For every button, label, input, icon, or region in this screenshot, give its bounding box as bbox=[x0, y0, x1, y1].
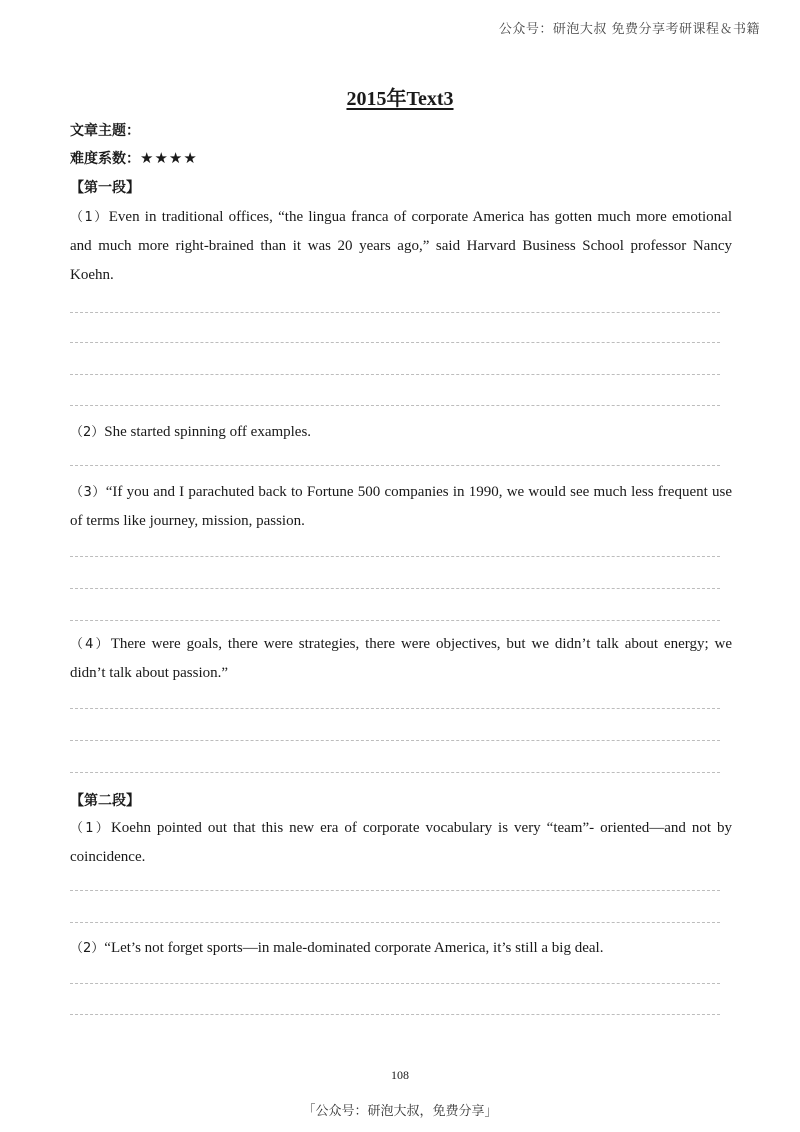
answer-line bbox=[70, 708, 720, 709]
answer-line bbox=[70, 983, 720, 984]
page-title: 2015年Text3 bbox=[346, 88, 454, 110]
paragraph-text: She started spinning off examples. bbox=[104, 424, 312, 440]
section-heading-2: 【第二段】 bbox=[70, 793, 140, 809]
paragraph-number: （2） bbox=[70, 425, 105, 440]
paragraph-number: （4） bbox=[70, 637, 111, 652]
difficulty-stars: ★★★★ bbox=[140, 149, 198, 167]
footer-note: 「公众号：研泡大叔，免费分享」 bbox=[302, 1104, 498, 1119]
answer-line bbox=[70, 890, 720, 891]
answer-line bbox=[70, 556, 720, 557]
paragraph-1-4 bbox=[70, 630, 732, 688]
paragraph-text: Koehn pointed out that this new era of corporate vocabulary is very “team”- oriented—and not by coincidence. bbox=[70, 820, 733, 865]
paragraph-text: Even in traditional offices, “the lingua franca of corporate America has gotten much more emotional and much more right-brained than it was 20 years ago,” said Harvard Business School professor Nancy Koehn. bbox=[70, 209, 732, 283]
page-number: 108 bbox=[391, 1068, 409, 1082]
answer-line bbox=[70, 374, 720, 375]
paragraph-1-3 bbox=[70, 478, 732, 536]
paragraph-1-1 bbox=[70, 203, 732, 290]
paragraph-2-2 bbox=[70, 934, 732, 963]
header-note: 公众号：研泡大叔 免费分享考研课程＆书籍 bbox=[498, 22, 760, 37]
difficulty-row bbox=[70, 148, 198, 168]
paragraph-number: （1） bbox=[70, 210, 109, 225]
paragraph-text: “Let’s not forget sports—in male-dominated corporate America, it’s still a big deal. bbox=[104, 940, 604, 956]
answer-line bbox=[70, 465, 720, 466]
answer-line bbox=[70, 740, 720, 741]
paragraph-number: （3） bbox=[70, 485, 106, 500]
paragraph-number: （2） bbox=[70, 941, 105, 956]
paragraph-2-1 bbox=[70, 814, 732, 872]
answer-line bbox=[70, 405, 720, 406]
difficulty-label: 难度系数： bbox=[70, 151, 140, 167]
answer-line bbox=[70, 620, 720, 621]
answer-line bbox=[70, 312, 720, 313]
theme-label: 文章主题： bbox=[70, 123, 140, 139]
paragraph-text: “If you and I parachuted back to Fortune 500 companies in 1990, we would see much less frequent use of terms like journey, mission, passion. bbox=[70, 484, 732, 529]
answer-line bbox=[70, 772, 720, 773]
paragraph-text: There were goals, there were strategies, there were objectives, but we didn’t talk about energy; we didn’t talk about passion.” bbox=[70, 636, 732, 681]
section-heading-1: 【第一段】 bbox=[70, 180, 140, 196]
answer-line bbox=[70, 922, 720, 923]
answer-line bbox=[70, 342, 720, 343]
paragraph-number: （1） bbox=[70, 821, 111, 836]
answer-line bbox=[70, 588, 720, 589]
paragraph-1-2 bbox=[70, 418, 732, 447]
answer-line bbox=[70, 1014, 720, 1015]
